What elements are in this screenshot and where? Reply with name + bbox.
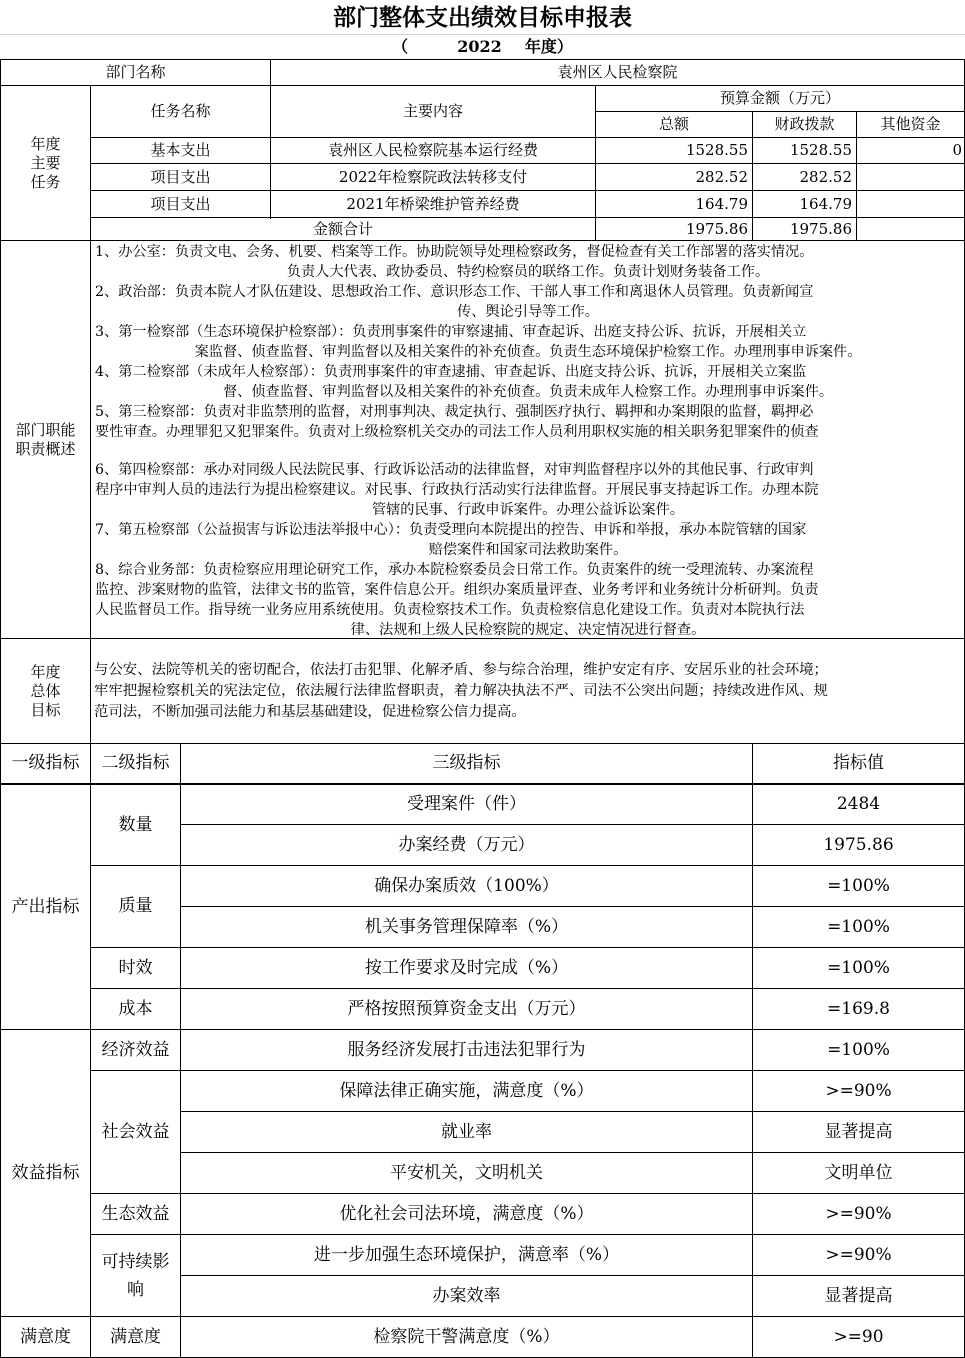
duty-6-lead: 6、第四检察部：承办对同级人民法院民事、行政诉讼活动的法律监督，对审判监督程序以外的其他民事、行政审判	[95, 462, 814, 478]
dept-value: 袁州区人民检察院	[557, 63, 678, 81]
task-content: 2022年检察院政法转移支付	[338, 167, 528, 186]
header-other: 其他资金	[880, 115, 941, 133]
duty-8-tail: 监控、涉案财物的监管，法律文书的监管，案件信息公开。组织办案质量评查、业务考评和业务统计分析研判。负责	[95, 582, 819, 598]
duty-1-tail: 负责人大代表、政协委员、特约检察员的联络工作。负责计划财务装备工作。	[286, 264, 770, 280]
task-content: 袁州区人民检察院基本运行经费	[327, 141, 538, 159]
duty-1-lead: 1、办公室：负责文电、会务、机要、档案等工作。协助院领导处理检察政务，督促检查有关工作部署的落实情况。	[95, 244, 814, 260]
indicator-name: 优化社会司法环境，满意度（%）	[339, 1203, 594, 1224]
goal-line-1: 与公安、法院等机关的密切配合，依法打击犯罪、化解矛盾、参与综合治理，维护安定有序、安居乐业的社会环境；	[94, 662, 828, 678]
task-fiscal: 1528.55	[789, 141, 852, 159]
task-total: 1528.55	[685, 141, 748, 159]
task-fiscal: 164.79	[799, 194, 852, 213]
task-content: 2021年桥梁维护管养经费	[346, 194, 520, 213]
indicator-name: 保障法律正确实施，满意度（%）	[339, 1080, 594, 1101]
duty-7-lead: 7、第五检察部（公益损害与诉讼违法举报中心）：负责受理向本院提出的控告、申诉和举报，承办本院管辖的国家	[95, 522, 807, 538]
sustainable-label	[91, 1235, 180, 1316]
header-total: 总额	[658, 115, 689, 133]
indicator-name: 受理案件（件）	[407, 794, 526, 814]
duty-2-tail: 传、舆论引导等工作。	[457, 304, 599, 320]
satisfaction-l1: 满意度	[20, 1326, 71, 1347]
duty-6-tail2: 管辖的民事、行政申诉案件。办理公益诉讼案件。	[371, 502, 685, 518]
header-task-name: 任务名称	[150, 102, 211, 120]
indicator-value: 1975.86	[823, 834, 894, 855]
indicator-name: 进一步加强生态环境保护，满意率（%）	[313, 1244, 620, 1265]
economic-label: 经济效益	[101, 1039, 170, 1060]
duty-8-tail3: 律、法规和上级人民检察院的规定、决定情况进行督查。	[350, 622, 706, 638]
goal-line-2: 牢牢把握检察机关的宪法定位，依法履行法律监督职责，着力解决执法不严、司法不公突出问题；持续改进作风、规	[94, 683, 828, 699]
duty-3-lead: 3、第一检察部（生态环境保护检察部）：负责刑事案件的审察逮捕、审查起诉、出庭支持公诉、抗诉，开展相关立	[95, 324, 807, 340]
ecological-label: 生态效益	[101, 1203, 170, 1224]
indicator-value: =100%	[827, 875, 890, 896]
quality-label: 质量	[118, 896, 153, 916]
duty-7-tail: 赔偿案件和国家司法救助案件。	[428, 542, 628, 558]
indicator-name: 平安机关，文明机关	[390, 1162, 543, 1183]
indicator-name: 机关事务管理保障率（%）	[364, 916, 569, 937]
year-open: （	[392, 37, 409, 56]
annual-tasks-label: 年度主要任务	[30, 134, 61, 191]
year-suffix: 年度）	[524, 37, 573, 56]
indicator-name: 按工作要求及时完成（%）	[364, 957, 569, 978]
header-value: 指标值	[833, 753, 884, 773]
goal-line-3: 范司法，不断加强司法能力和基层基础建设，促进检察公信力提高。	[94, 704, 526, 720]
task-other	[857, 191, 964, 217]
indicator-name: 办案经费（万元）	[398, 834, 535, 855]
task-name: 项目支出	[150, 194, 211, 213]
indicator-value: =100%	[827, 1039, 890, 1060]
sustainable-label-b: 响	[127, 1279, 144, 1300]
header-fiscal: 财政拨款	[774, 115, 835, 133]
goal-label: 年度总体目标	[30, 662, 61, 719]
task-fiscal: 282.52	[799, 167, 852, 186]
sum-fiscal: 1975.86	[789, 219, 852, 238]
task-name: 项目支出	[150, 167, 211, 186]
indicator-name: 检察院干警满意度（%）	[373, 1326, 560, 1347]
duty-2-lead: 2、政治部：负责本院人才队伍建设、思想政治工作、意识形态工作、干部人事工作和离退休人员管理。负责新闻宣	[95, 284, 814, 300]
indicator-name: 服务经济发展打击违法犯罪行为	[347, 1039, 586, 1060]
sustainable-label-a: 可持续影	[101, 1251, 170, 1272]
indicator-value: =100%	[827, 916, 890, 937]
timeliness-label: 时效	[118, 957, 153, 978]
task-total: 282.52	[695, 167, 748, 186]
duty-4-tail: 督、侦查监督、审判监督以及相关案件的补充侦查。负责未成年人检察工作。办理刑事申诉案件。	[222, 384, 834, 400]
task-total: 164.79	[695, 194, 748, 213]
duty-5-tail: 要性审查。办理罪犯又犯罪案件。负责对上级检察机关交办的司法工作人员利用职权实施的相关职务犯罪案件的侦查	[95, 424, 819, 440]
duties-label: 部门职能职责概述	[15, 420, 76, 458]
indicator-value: =169.8	[827, 998, 890, 1019]
duty-3-tail: 案监督、侦查监督、审判监督以及相关案件的补充侦查。负责生态环境保护检察工作。办理刑事申诉案件。	[194, 344, 862, 360]
indicator-value: 显著提高	[824, 1285, 893, 1306]
page-title: 部门整体支出绩效目标申报表	[333, 5, 632, 31]
sum-total: 1975.86	[685, 219, 748, 238]
goal-text	[94, 660, 962, 726]
duty-4-lead: 4、第二检察部（未成年人检察部）：负责刑事案件的审查逮捕、审查起诉、出庭支持公诉、抗诉，开展相关立案监	[95, 364, 807, 380]
satisfaction-l2: 满意度	[110, 1326, 161, 1347]
header-content: 主要内容	[402, 102, 463, 120]
sum-label: 金额合计	[312, 219, 373, 238]
indicator-value: >=90%	[825, 1080, 892, 1101]
task-name: 基本支出	[150, 141, 211, 159]
year-value: 2022	[457, 37, 502, 56]
duty-8-tail2: 人民监督员工作。指导统一业务应用系统使用。负责检察技术工作。负责检察信息化建设工作。负责对本院执行法	[95, 602, 805, 618]
task-other	[857, 164, 964, 190]
social-label: 社会效益	[101, 1121, 170, 1142]
indicator-value: >=90%	[825, 1203, 892, 1224]
quantity-label: 数量	[118, 814, 153, 835]
indicator-value: >=90%	[825, 1244, 892, 1265]
benefit-label: 效益指标	[11, 1162, 80, 1183]
indicator-value: 2484	[836, 794, 881, 814]
indicator-name: 严格按照预算资金支出（万元）	[347, 998, 586, 1019]
header-l1: 一级指标	[11, 753, 80, 773]
duties-text	[95, 242, 961, 638]
indicator-value: 显著提高	[824, 1121, 893, 1142]
duty-5-lead: 5、第三检察部：负责对非监禁刑的监督，对刑事判决、裁定执行、强制医疗执行、羁押和办案期限的监督，羁押必	[95, 404, 814, 420]
sum-other	[857, 218, 964, 240]
dept-label: 部门名称	[105, 63, 166, 81]
duty-6-tail: 程序中审判人员的违法行为提出检察建议。对民事、行政执行活动实行法律监督。开展民事支持起诉工作。办理本院	[95, 482, 819, 498]
indicator-value: >=90	[833, 1326, 884, 1347]
indicator-name: 就业率	[441, 1121, 492, 1142]
header-l2: 二级指标	[101, 753, 170, 773]
task-other: 0	[952, 141, 962, 159]
cost-label: 成本	[118, 998, 153, 1019]
indicator-value: 文明单位	[824, 1162, 893, 1183]
header-l3: 三级指标	[432, 753, 501, 773]
year-line	[0, 35, 965, 59]
duty-8-lead: 8、综合业务部：负责检察应用理论研究工作，承办本院检察委员会日常工作。负责案件的统一受理流转、办案流程	[95, 562, 814, 578]
output-label: 产出指标	[11, 896, 80, 917]
indicator-name: 确保办案质效（100%）	[374, 875, 559, 896]
header-budget: 预算金额（万元）	[719, 89, 840, 107]
indicator-name: 办案效率	[432, 1285, 501, 1306]
indicator-value: =100%	[827, 957, 890, 978]
